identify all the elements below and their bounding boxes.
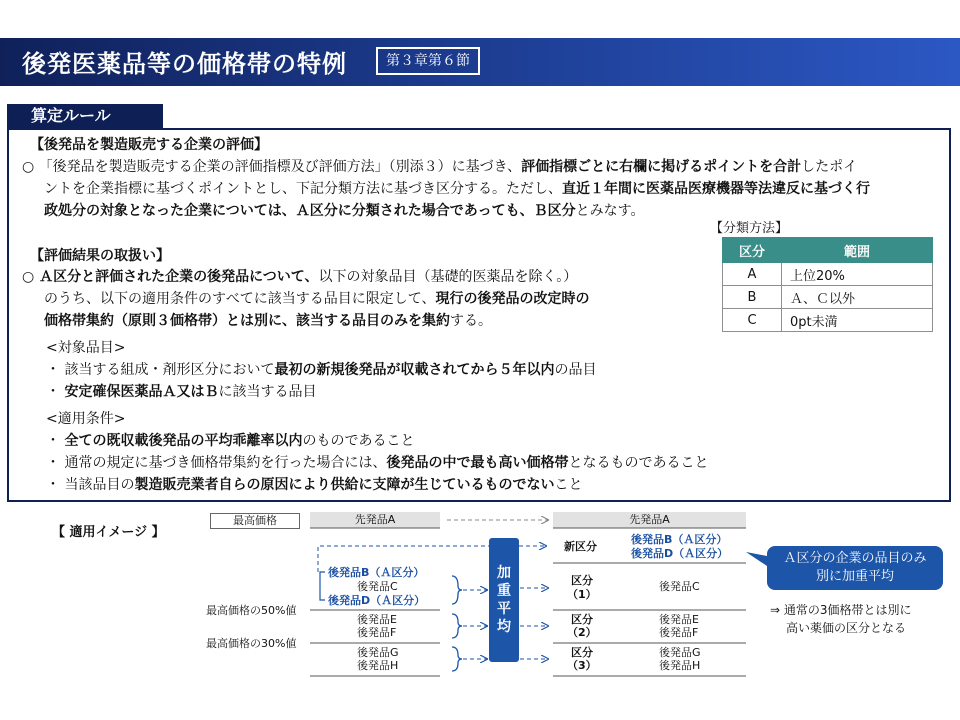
evaluation-line-2: ントを企業指標に基づくポイントとし、下記分類方法に基づき区分する。ただし、直近１年間に医薬品医療機器等法違反に基づく行 [44, 181, 870, 197]
table-cell-range: 上位20% [782, 263, 933, 286]
left-generic-g: 後発品G [357, 646, 399, 659]
right-generic-d: 後発品D（Ａ区分） [631, 547, 729, 560]
table-header-range: 範囲 [782, 238, 933, 263]
classification-title: 【分類方法】 [710, 221, 789, 236]
table-cell-category: C [723, 309, 782, 332]
callout-line-2: 別に加重平均 [815, 569, 894, 584]
target-item-2: ・ 安定確保医薬品Ａ又はＢに該当する品目 [46, 384, 317, 400]
weighted-average-char: 平 [497, 601, 511, 617]
table-cell-category: B [723, 286, 782, 309]
table-header-category: 区分 [723, 238, 782, 263]
chapter-badge: 第３章第６節 [376, 47, 480, 75]
note-line-1: ⇒ 通常の3価格帯とは別に [770, 603, 912, 617]
weighted-average-char: 重 [497, 583, 511, 599]
callout-line-1: Ａ区分の企業の品目のみ [783, 551, 927, 566]
target-heading: <対象品目> [46, 340, 126, 356]
left-generic-b: 後発品B（Ａ区分） [328, 566, 425, 579]
evaluation-line-3: 政処分の対象となった企業については、Ａ区分に分類された場合であっても、Ｂ区分とみなす。 [44, 203, 645, 219]
note-line-2: 高い薬価の区分となる [786, 621, 907, 635]
handling-line-2: のうち、以下の適用条件のすべてに該当する品目に限定して、現行の後発品の改定時の [44, 291, 590, 307]
condition-item-1: ・ 全ての既収載後発品の平均乖離率以内のものであること [46, 433, 415, 449]
table-cell-category: A [723, 263, 782, 286]
left-generic-h: 後発品H [357, 659, 399, 672]
right-generic-g: 後発品G [659, 646, 701, 659]
rule-tab: 算定ルール [7, 104, 163, 128]
category-2-number: （2） [567, 626, 597, 639]
condition-item-3: ・ 当該品目の製造販売業者自らの原因により供給に支障が生じているものでないこと [46, 477, 583, 493]
weighted-average-box [489, 538, 519, 662]
table-cell-range: Ａ、Ｃ以外 [782, 286, 933, 309]
right-generic-c: 後発品C [659, 580, 700, 593]
weighted-average-char: 加 [497, 565, 511, 581]
table-cell-range: 0pt未満 [782, 309, 933, 332]
label-30-percent: 最高価格の30%値 [206, 637, 297, 650]
target-item-1: ・ 該当する組成・剤形区分において最初の新規後発品が収載されてから５年以内の品目 [46, 362, 597, 378]
handling-line-1: ○ Ａ区分と評価された企業の後発品について、以下の対象品目（基礎的医薬品を除く。） [22, 269, 578, 285]
label-50-percent: 最高価格の50%値 [206, 604, 297, 617]
condition-heading: <適用条件> [46, 411, 126, 427]
category-3-label: 区分 [571, 646, 593, 659]
left-originator-bar: 先発品A [310, 512, 440, 528]
left-generic-f: 後発品F [357, 626, 397, 639]
page-title: 後発医薬品等の価格帯の特例 [22, 50, 347, 78]
category-3-number: （3） [567, 659, 597, 672]
max-price-label: 最高価格 [210, 513, 300, 529]
condition-item-2: ・ 通常の規定に基づき価格帯集約を行った場合には、後発品の中で最も高い価格帯となるものであること [46, 455, 709, 471]
section-heading-handling: 【評価結果の取扱い】 [30, 248, 170, 264]
weighted-average-char: 均 [497, 619, 511, 635]
right-generic-b: 後発品B（Ａ区分） [631, 533, 728, 546]
left-generic-e: 後発品E [357, 613, 397, 626]
diagram-title: 【 適用イメージ 】 [52, 525, 165, 540]
section-heading-evaluation: 【後発品を製造販売する企業の評価】 [30, 137, 268, 153]
right-generic-h: 後発品H [659, 659, 701, 672]
right-originator-bar: 先発品A [553, 512, 746, 528]
left-generic-d: 後発品D（Ａ区分） [328, 594, 426, 607]
evaluation-line-1: ○ 「後発品を製造販売する企業の評価指標及び評価方法」（別添３）に基づき、評価指標ごとに右欄に掲げるポイントを合計したポイ [22, 159, 858, 175]
callout-bubble [767, 546, 943, 590]
left-generic-c: 後発品C [357, 580, 398, 593]
category-2-label: 区分 [571, 613, 593, 626]
category-1-number: （1） [567, 588, 597, 601]
new-category-label: 新区分 [564, 540, 597, 553]
handling-line-3: 価格帯集約（原則３価格帯）とは別に、該当する品目のみを集約する。 [44, 313, 492, 329]
right-generic-e: 後発品E [659, 613, 699, 626]
category-1-label: 区分 [571, 574, 593, 587]
right-generic-f: 後発品F [659, 626, 699, 639]
